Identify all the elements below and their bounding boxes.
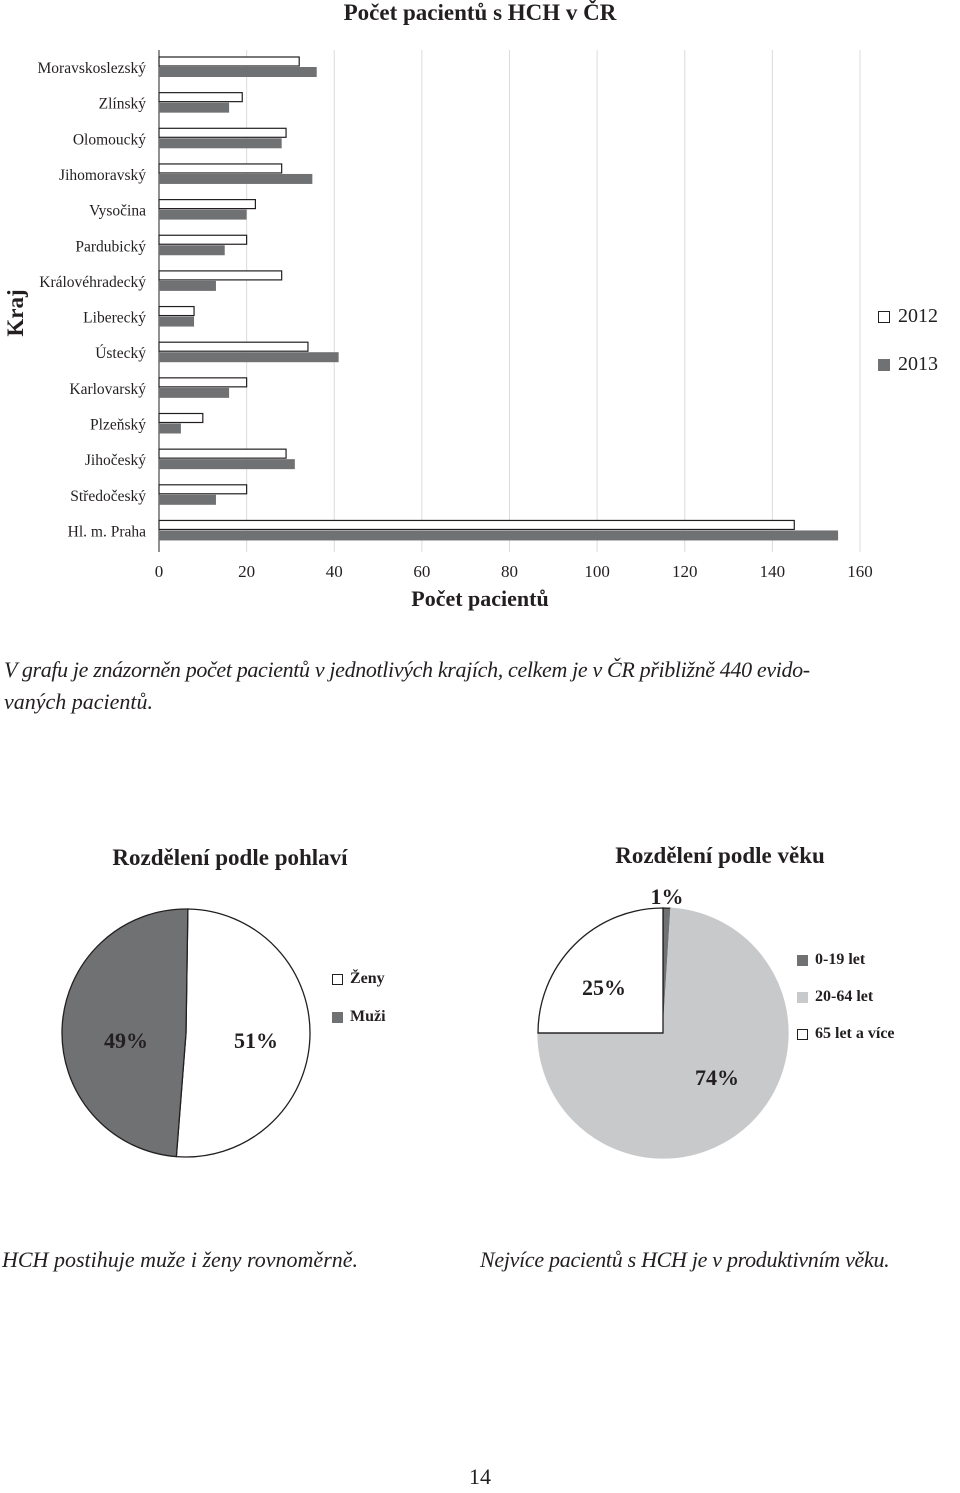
pie-label-20-64: 74% (695, 1065, 739, 1090)
legend-label-muzi: Muži (350, 1008, 386, 1025)
bar-2012 (159, 414, 203, 423)
bar-2012 (159, 93, 242, 102)
bar-2012 (159, 200, 255, 209)
legend-label-65-plus: 65 let a více (815, 1025, 895, 1042)
legend-label-20-64: 20-64 let (815, 988, 874, 1005)
y-axis-title: Kraj (3, 289, 28, 337)
legend-swatch-zeny (332, 974, 343, 985)
age-legend (797, 951, 895, 1043)
legend-item-20-64 (797, 988, 895, 1006)
bar-2012 (159, 378, 247, 387)
age-pie-title: Rozdělení podle věku (615, 843, 825, 868)
bar-2012 (159, 271, 282, 280)
gender-legend (332, 970, 386, 1026)
bar-chart (0, 0, 960, 600)
bar-2013 (159, 495, 216, 505)
legend-item-2012 (878, 305, 938, 328)
description-line-2: vaných pacientů. (4, 689, 154, 714)
bar-2012 (159, 520, 794, 529)
bar-2012 (159, 485, 247, 494)
legend-swatch-2012 (878, 311, 890, 323)
bar-2013 (159, 459, 295, 469)
x-tick-label: 100 (584, 562, 610, 581)
bar-2012 (159, 342, 308, 351)
bar-2013 (159, 388, 229, 398)
bar-2012 (159, 449, 286, 458)
pie-label-zeny: 51% (234, 1028, 278, 1053)
legend-swatch-0-19 (797, 955, 808, 966)
category-label: Středočeský (70, 487, 146, 505)
x-tick-label: 160 (847, 562, 873, 581)
x-tick-label: 20 (238, 562, 256, 581)
bar-2012 (159, 57, 299, 66)
bar-2013 (159, 138, 282, 148)
category-label: Královéhradecký (39, 273, 146, 291)
pie-label-muzi: 49% (104, 1028, 148, 1053)
gender-pie-chart (60, 900, 320, 1165)
pie-slice-65-plus (538, 908, 663, 1033)
legend-label-zeny: Ženy (350, 970, 385, 987)
category-label: Karlovarský (69, 380, 146, 398)
pie-label-65-plus: 25% (582, 975, 626, 1000)
caption-age: Nejvíce pacientů s HCH je v produktivním věku. (480, 1247, 890, 1272)
legend-swatch-65-plus (797, 1029, 808, 1040)
bar-chart-title: Počet pacientů s HCH v ČR (343, 0, 617, 25)
category-label: Zlínský (98, 95, 146, 113)
bar-2012 (159, 307, 194, 316)
bar-2013 (159, 352, 339, 362)
category-label: Ústecký (95, 345, 146, 363)
category-label: Moravskoslezský (37, 60, 146, 77)
legend-label-2012: 2012 (898, 305, 938, 327)
category-label: Vysočina (89, 202, 146, 220)
bar-2013 (159, 424, 181, 434)
category-label: Liberecký (83, 309, 146, 327)
x-tick-label: 80 (501, 562, 518, 581)
bar-2012 (159, 128, 286, 137)
x-axis-title: Počet pacientů (411, 586, 549, 611)
x-tick-label: 140 (759, 562, 786, 581)
legend-swatch-20-64 (797, 992, 808, 1003)
bar-2013 (159, 281, 216, 291)
age-pie-chart (530, 878, 800, 1163)
bar-2013 (159, 103, 229, 113)
category-label: Jihomoravský (59, 166, 146, 184)
pie-label-0-19: 1% (650, 884, 684, 909)
description-paragraph (4, 654, 954, 718)
bar-2013 (159, 245, 225, 255)
x-tick-label: 40 (325, 562, 343, 581)
legend-swatch-2013 (878, 359, 890, 371)
gender-pie-title: Rozdělení podle pohlaví (112, 845, 348, 870)
x-tick-label: 60 (413, 562, 431, 581)
bar-2013 (159, 530, 838, 540)
bar-2013 (159, 210, 247, 220)
bar-2012 (159, 235, 247, 244)
category-label: Hl. m. Praha (67, 523, 146, 541)
x-tick-label: 120 (672, 562, 698, 581)
caption-gender: HCH postihuje muže i ženy rovnoměrně. (2, 1247, 359, 1272)
legend-label-0-19: 0-19 let (815, 951, 866, 968)
description-line-1: V grafu je znázorněn počet pacientů v jednotlivých krajích, celkem je v ČR přibližně 440 evido- (4, 657, 810, 682)
category-label: Pardubický (75, 238, 146, 256)
bar-2013 (159, 174, 312, 184)
legend-item-2013 (878, 353, 938, 376)
category-label: Olomoucký (72, 131, 146, 149)
category-label: Jihočeský (84, 452, 146, 470)
page-number: 14 (469, 1464, 491, 1489)
legend-label-2013: 2013 (898, 353, 938, 375)
bar-2013 (159, 317, 194, 327)
category-label: Plzeňský (90, 416, 146, 434)
legend-item-65-plus (797, 1025, 895, 1043)
legend-item-zeny (332, 970, 386, 988)
x-tick-label: 0 (154, 562, 164, 581)
bar-2013 (159, 67, 317, 77)
legend-swatch-muzi (332, 1012, 343, 1023)
legend-item-0-19 (797, 951, 895, 969)
bar-2012 (159, 164, 282, 173)
legend-item-muzi (332, 1008, 386, 1026)
